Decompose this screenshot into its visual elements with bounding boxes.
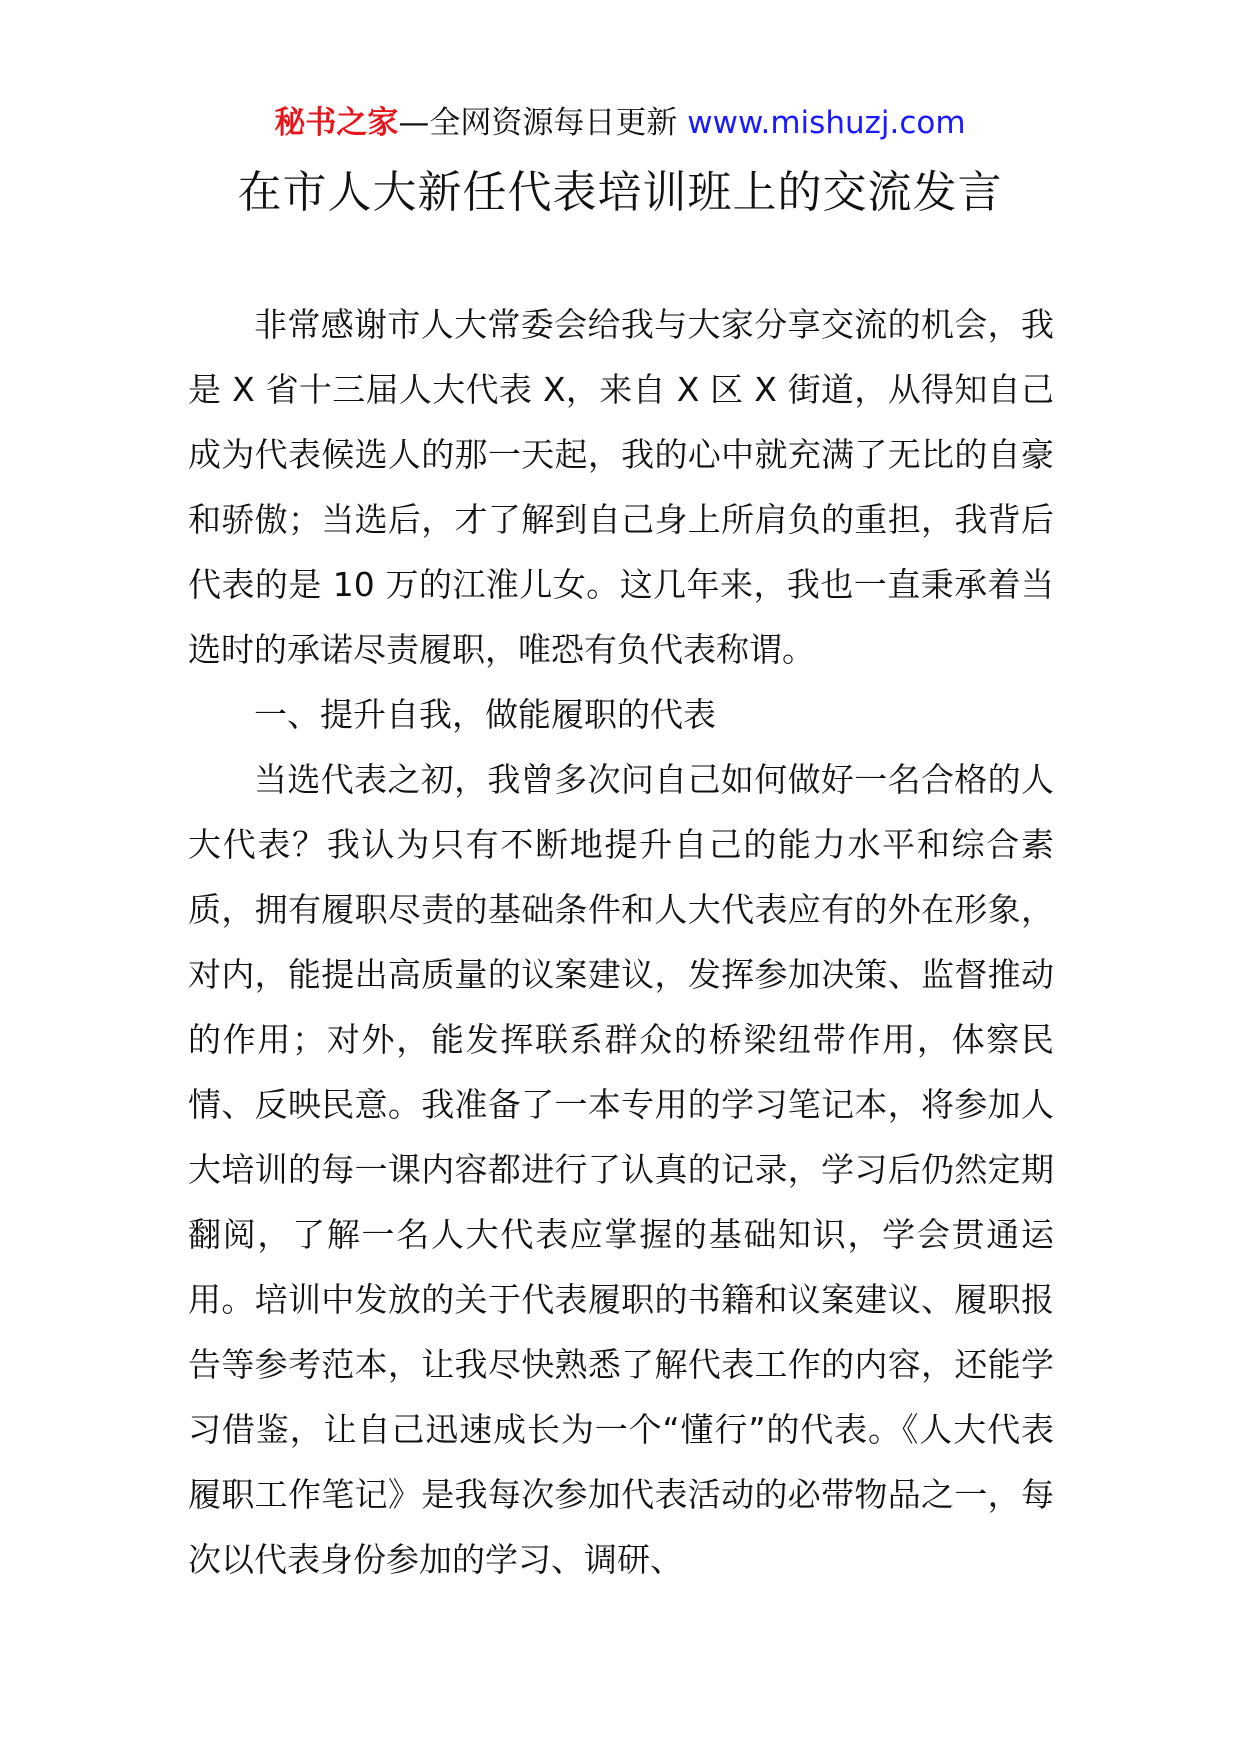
paragraph-intro: 非常感谢市人大常委会给我与大家分享交流的机会，我是 X 省十三届人大代表 X，来自 X 区 X 街道，从得知自己成为代表候选人的那一天起，我的心中就充满了无比的自豪和骄傲；当选后，才了解到自己身上所肩负的重担，我背后代表的是 10 万的江淮儿女。这几年来，我也一直秉承着当选时的承诺尽责履职，唯恐有负代表称谓。	[188, 305, 1054, 669]
section-heading: 一、提升自我，做能履职的代表	[254, 695, 716, 734]
site-url-link[interactable]: www.mishuzj.com	[687, 105, 966, 141]
document-body	[188, 292, 1054, 1592]
document-title: 在市人大新任代表培训班上的交流发言	[237, 167, 1003, 218]
paragraph-section-one: 当选代表之初，我曾多次问自己如何做好一名合格的人大代表？我认为只有不断地提升自己的能力水平和综合素质，拥有履职尽责的基础条件和人大代表应有的外在形象，对内，能提出高质量的议案建议，发挥参加决策、监督推动的作用；对外，能发挥联系群众的桥梁纽带作用，体察民情、反映民意。我准备了一本专用的学习笔记本，将参加人大培训的每一课内容都进行了认真的记录，学习后仍然定期翻阅，了解一名人大代表应掌握的基础知识，学会贯通运用。培训中发放的关于代表履职的书籍和议案建议、履职报告等参考范本，让我尽快熟悉了解代表工作的内容，还能学习借鉴，让自己迅速成长为一个“懂行”的代表。《人大代表履职工作笔记》是我每次参加代表活动的必带物品之一，每次以代表身份参加的学习、调研、	[188, 760, 1054, 1579]
site-tagline: —全网资源每日更新	[398, 105, 678, 141]
site-brand: 秘书之家	[274, 105, 399, 141]
watermark-header	[0, 100, 1240, 146]
